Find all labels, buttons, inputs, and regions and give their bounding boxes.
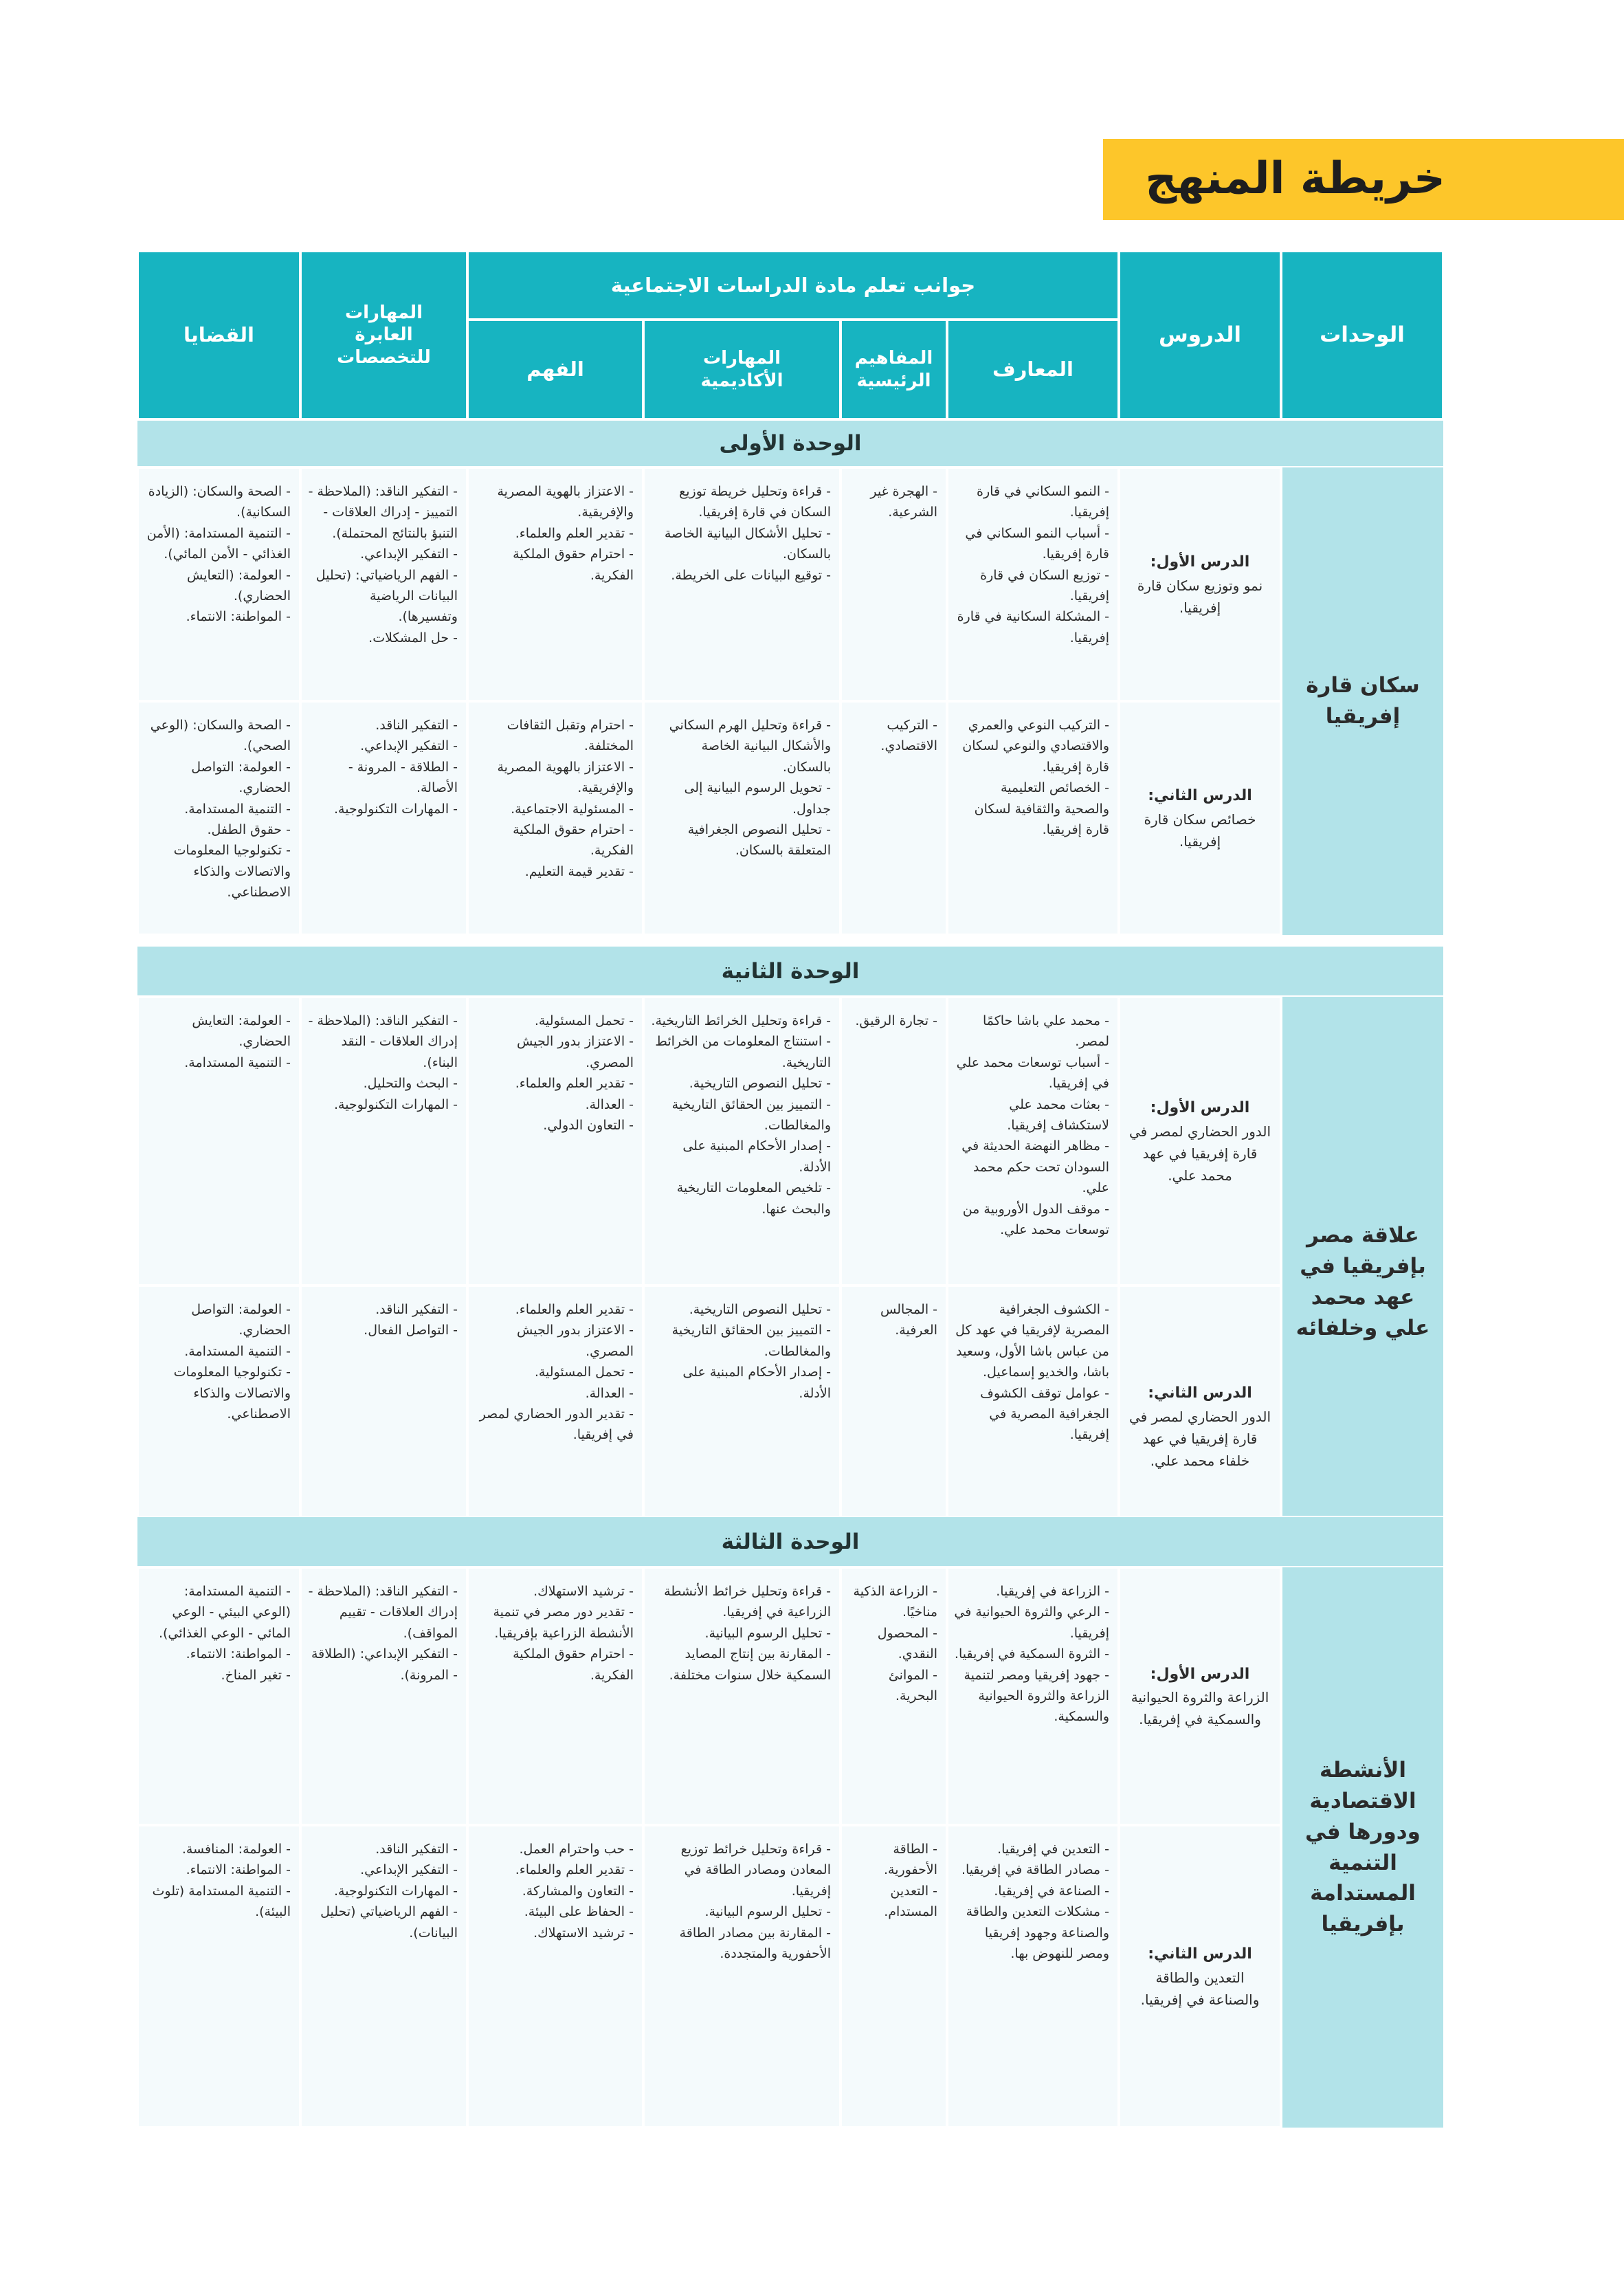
- knowledge-cell: [947, 1825, 1119, 2128]
- list-item: - قراءة وتحليل خرائط توزيع المعادن ومصادر الطاقة في إفريقيا.: [680, 1842, 831, 1899]
- list-item: - ترشيد الاستهلاك.: [533, 1584, 634, 1599]
- list-item: - تقدير العلم والعلماء.: [515, 525, 634, 541]
- list-item: - التنمية المستدامة.: [184, 1343, 291, 1359]
- understanding-cell: [467, 997, 643, 1285]
- concepts-cell: [841, 701, 947, 935]
- knowledge-cell: [947, 1567, 1119, 1825]
- list-item: - العولمة: التواصل الحضاري.: [191, 1302, 291, 1338]
- list-item: - العولمة: التعايش الحضاري.: [192, 1013, 291, 1050]
- list-item: - إصدار الأحكام المبنية على الأدلة.: [682, 1138, 831, 1175]
- lesson-desc: الدور الحضاري لمصر في قارة إفريقيا في عهد محمد علي.: [1128, 1123, 1271, 1184]
- lesson-title: الدرس الأول:: [1150, 1665, 1250, 1683]
- lesson-desc: خصائص سكان قارة إفريقيا.: [1144, 810, 1256, 850]
- list-item: - تلخيص المعلومات التاريخية والبحث عنها.: [676, 1180, 831, 1217]
- list-item: - التفكير الإبداعي.: [360, 547, 458, 562]
- transferable-skills-cell: [300, 1567, 467, 1825]
- page-title: خريطة المنهج: [1145, 153, 1445, 204]
- list-item: - التفكير الإبداعي: (الطلاقة - المرونة).: [311, 1646, 458, 1683]
- list-item: - التفكير الإبداعي.: [360, 738, 458, 754]
- list-item: - قراءة وتحليل الخرائط التاريخية.: [651, 1013, 831, 1028]
- list-item: - الطلاقة - المرونة - الأصالة.: [348, 759, 458, 796]
- academic-skills-cell: [643, 701, 841, 935]
- list-item: - تقدير العلم والعلماء.: [515, 1302, 634, 1317]
- list-item: - المشكلة السكانية في قارة إفريقيا.: [957, 609, 1109, 645]
- list-item: - العولمة: المنافسة.: [181, 1842, 291, 1857]
- list-item: - العدالة.: [585, 1096, 634, 1112]
- list-item: - تحمل المسئولية.: [534, 1013, 634, 1028]
- list-item: - الزراعة في إفريقيا.: [996, 1584, 1109, 1599]
- list-item: - الاعتزاز بدور الجيش المصري.: [517, 1034, 634, 1070]
- understanding-cell: [467, 1567, 643, 1825]
- unit-band: الوحدة الثانية: [137, 945, 1443, 997]
- lesson-cell: [1119, 1567, 1281, 1825]
- list-item: - تقدير دور مصر في تنمية الأنشطة الزراعية بإفريقيا.: [493, 1604, 634, 1641]
- list-item: - المجالس العرفية.: [880, 1302, 937, 1338]
- list-item: - الاعتزاز بدور الجيش المصري.: [517, 1323, 634, 1359]
- list-item: - تحمل المسئولية.: [534, 1365, 634, 1380]
- understanding-cell: [467, 701, 643, 935]
- list-item: - الكشوف الجغرافية المصرية لإفريقيا في عهد كل من عباس باشا الأول، وسعيد باشا، والخديو إسماعيل.: [955, 1302, 1109, 1380]
- list-item: - توقيع البيانات على الخريطة.: [671, 567, 831, 583]
- list-item: - احترام حقوق الملكية الفكرية.: [513, 821, 634, 859]
- lesson-title: الدرس الثاني:: [1148, 1945, 1252, 1963]
- concepts-cell: [841, 997, 947, 1285]
- list-item: - التنمية المستدامة: (الوعي البيئي - الوعي المائي - الوعي الغذائي).: [158, 1584, 291, 1641]
- list-item: - استنتاج المعلومات من الخرائط التاريخية.: [655, 1034, 831, 1070]
- list-item: - تحليل الأشكال البيانية الخاصة بالسكان.: [664, 525, 831, 562]
- list-item: - تقدير العلم والعلماء.: [515, 1076, 634, 1092]
- list-item: - المهارات التكنولوجية.: [333, 1096, 458, 1112]
- unit-name: سكان قارة إفريقيا: [1281, 467, 1443, 935]
- list-item: - الصناعة في إفريقيا.: [994, 1883, 1109, 1899]
- list-item: - حقوق الطفل.: [207, 821, 291, 837]
- list-item: - الزراعة الذكية مناخيًا.: [853, 1584, 937, 1620]
- list-item: - احترام حقوق الملكية الفكرية.: [513, 547, 634, 583]
- list-item: - المسئولية الاجتماعية.: [511, 801, 634, 817]
- list-item: - الاعتزاز بالهوية المصرية والإفريقية.: [497, 484, 634, 520]
- list-item: - المواطنة: الانتماء.: [186, 1646, 291, 1662]
- list-item: - قراءة وتحليل خريطة توزيع السكان في قارة إفريقيا.: [679, 484, 831, 520]
- header-understanding: الفهم: [467, 320, 643, 419]
- list-item: - إصدار الأحكام المبنية على الأدلة.: [682, 1365, 831, 1401]
- list-item: - التفكير الناقد: (الملاحظة - إدراك العلاقات - النقد البناء).: [308, 1013, 458, 1070]
- list-item: - موقف الدول الأوروبية من توسعات محمد علي.: [962, 1201, 1109, 1237]
- curriculum-map: [137, 251, 1443, 2134]
- header-academic-skills: المهارات الأكاديمية: [643, 320, 841, 419]
- list-item: - العولمة: (التعايش الحضاري).: [186, 567, 291, 604]
- list-item: - المحصول النقدي.: [877, 1625, 937, 1662]
- list-item: - تحليل النصوص الجغرافية المتعلقة بالسكان.: [687, 821, 831, 859]
- concepts-cell: [841, 1825, 947, 2128]
- list-item: - العولمة: التواصل الحضاري.: [191, 759, 291, 796]
- list-item: - التفكير الناقد.: [375, 1842, 458, 1857]
- knowledge-cell: [947, 997, 1119, 1285]
- transferable-skills-cell: [300, 701, 467, 935]
- list-item: - التفكير الناقد: (الملاحظة - التمييز - إدراك العلاقات - التنبؤ بالنتائج المحتملة).: [308, 484, 458, 541]
- list-item: - الثروة السمكية في إفريقيا.: [954, 1646, 1109, 1662]
- list-item: - تغير المناخ.: [221, 1667, 291, 1683]
- list-item: - احترام حقوق الملكية الفكرية.: [513, 1646, 634, 1683]
- lesson-title: الدرس الأول:: [1150, 1099, 1250, 1117]
- list-item: - تقدير العلم والعلماء.: [515, 1862, 634, 1878]
- list-item: - التفكير الناقد: (الملاحظة - إدراك العلاقات - تقييم المواقف).: [308, 1584, 458, 1641]
- list-item: - التعاون الدولي.: [543, 1117, 634, 1133]
- list-item: - حب واحترام العمل.: [519, 1842, 634, 1857]
- list-item: - المقارنة بين مصادر الطاقة الأحفورية والمتجددة.: [679, 1925, 831, 1961]
- list-item: - التنمية المستدامة.: [184, 1055, 291, 1070]
- concepts-cell: [841, 1567, 947, 1825]
- list-item: - التفكير الإبداعي.: [360, 1862, 458, 1878]
- list-item: - قراءة وتحليل خرائط الأنشطة الزراعية في إفريقيا.: [664, 1584, 831, 1620]
- list-item: - المقارنة بين إنتاج المصايد السمكية خلال سنوات مختلفة.: [669, 1646, 831, 1683]
- list-item: - ترشيد الاستهلاك.: [533, 1925, 634, 1941]
- list-item: - تجارة الرقيق.: [855, 1013, 937, 1028]
- list-item: - تحليل الرسوم البيانية.: [704, 1625, 831, 1641]
- lesson-desc: الزراعة والثروة الحيوانية والسمكية في إفريقيا.: [1131, 1689, 1269, 1728]
- unit-band: الوحدة الأولى: [137, 419, 1443, 467]
- list-item: - التعدين في إفريقيا.: [997, 1842, 1109, 1857]
- understanding-cell: [467, 467, 643, 701]
- list-item: - التنمية المستدامة.: [184, 801, 291, 817]
- header-concepts: المفاهيم الرئيسية: [841, 320, 947, 419]
- lesson-title: الدرس الثاني:: [1148, 1384, 1252, 1402]
- list-item: - التمييز بين الحقائق التاريخية والمغالطات.: [671, 1323, 831, 1359]
- list-item: - التنمية المستدامة (تلوث البيئة).: [152, 1883, 291, 1920]
- concepts-cell: [841, 467, 947, 701]
- list-item: - التعدين المستدام.: [884, 1883, 937, 1920]
- list-item: - الفهم الرياضياتي (تحليل البيانات).: [320, 1904, 458, 1941]
- list-item: - الصحة والسكان: (الوعي الصحي).: [150, 718, 291, 754]
- list-item: - الهجرة غير الشرعية.: [870, 484, 937, 520]
- list-item: - تحويل الرسوم البيانية إلى جداول.: [684, 780, 831, 817]
- header-aspects: جوانب تعلم مادة الدراسات الاجتماعية: [467, 251, 1119, 320]
- list-item: - تحليل النصوص التاريخية.: [689, 1076, 831, 1092]
- issues-cell: [137, 1567, 300, 1825]
- lesson-cell: [1119, 997, 1281, 1285]
- lesson-cell: [1119, 701, 1281, 935]
- list-item: - الخصائص التعليمية والصحية والثقافية لسكان قارة إفريقيا.: [974, 780, 1109, 837]
- issues-cell: [137, 701, 300, 935]
- lesson-title: الدرس الأول:: [1150, 553, 1250, 571]
- lesson-desc: الدور الحضاري لمصر في قارة إفريقيا في عهد خلفاء محمد علي.: [1128, 1408, 1271, 1469]
- list-item: - محمد علي باشا حاكمًا لمصر.: [982, 1013, 1109, 1050]
- unit-name: علاقة مصر بإفريقيا في عهد محمد علي وخلفائه: [1281, 997, 1443, 1567]
- list-item: - المواطنة: الانتماء.: [186, 609, 291, 625]
- list-item: - التواصل الفعال.: [364, 1323, 458, 1338]
- list-item: - جهود إفريقيا ومصر لتنمية الزراعة والثروة الحيوانية والسمكية.: [964, 1667, 1109, 1725]
- issues-cell: [137, 1825, 300, 2128]
- list-item: - التركيب الاقتصادي.: [880, 718, 937, 754]
- list-item: - التعاون والمشاركة.: [522, 1883, 634, 1899]
- unit-name: الأنشطة الاقتصادية ودورها في التنمية المستدامة بإفريقيا: [1281, 1567, 1443, 2128]
- lesson-title: الدرس الثاني:: [1148, 787, 1252, 805]
- list-item: - الحفاظ على البيئة.: [524, 1904, 634, 1920]
- list-item: - النمو السكاني في قارة إفريقيا.: [977, 484, 1109, 520]
- list-item: - تكنولوجيا المعلومات والاتصالات والذكاء الاصطناعي.: [173, 1365, 291, 1422]
- header-knowledge: المعارف: [947, 320, 1119, 419]
- header-lessons: الدروس: [1119, 251, 1281, 419]
- list-item: - تحليل الرسوم البيانية.: [704, 1904, 831, 1920]
- list-item: - احترام وتقبل الثقافات المختلفة.: [507, 718, 634, 754]
- list-item: - التفكير الناقد.: [375, 1302, 458, 1317]
- lesson-desc: نمو وتوزيع سكان قارة إفريقيا.: [1137, 577, 1263, 616]
- transferable-skills-cell: [300, 1825, 467, 2128]
- list-item: - الرعي والثروة الحيوانية في إفريقيا.: [954, 1604, 1109, 1641]
- list-item: - توزيع السكان في قارة إفريقيا.: [980, 567, 1109, 604]
- list-item: - أسباب توسعات محمد علي في إفريقيا.: [956, 1055, 1109, 1092]
- lesson-cell: [1119, 467, 1281, 701]
- list-item: - أسباب النمو السكاني في قارة إفريقيا.: [965, 525, 1109, 562]
- transferable-skills-cell: [300, 467, 467, 701]
- list-item: - بعثات محمد علي لاستكشاف إفريقيا.: [1007, 1096, 1109, 1133]
- issues-cell: [137, 467, 300, 701]
- academic-skills-cell: [643, 467, 841, 701]
- list-item: - قراءة وتحليل الهرم السكاني والأشكال البيانية الخاصة بالسكان.: [669, 718, 831, 775]
- header-transferable-skills: المهارات العابرة للتخصصات: [300, 251, 467, 419]
- list-item: - الطاقة الأحفورية.: [884, 1842, 937, 1878]
- list-item: - تحليل النصوص التاريخية.: [689, 1302, 831, 1317]
- list-item: - حل المشكلات.: [368, 630, 458, 645]
- lesson-cell: [1119, 1825, 1281, 2128]
- list-item: - التفكير الناقد.: [375, 718, 458, 733]
- list-item: - التركيب النوعي والعمري والاقتصادي والنوعي لسكان قارة إفريقيا.: [962, 718, 1109, 775]
- list-item: - العدالة.: [585, 1385, 634, 1401]
- transferable-skills-cell: [300, 997, 467, 1285]
- list-item: - المهارات التكنولوجية.: [333, 1883, 458, 1899]
- list-item: - مشكلات التعدين والطاقة والصناعة وجهود إفريقيا ومصر للنهوض بها.: [966, 1904, 1109, 1961]
- list-item: - البحث والتحليل.: [363, 1076, 458, 1092]
- list-item: - الموانئ البحرية.: [888, 1667, 937, 1703]
- knowledge-cell: [947, 467, 1119, 701]
- list-item: - الصحة والسكان: (الزيادة السكانية).: [148, 484, 291, 520]
- list-item: - الفهم الرياضياتي: (تحليل البيانات الرياضية وتفسيرها).: [315, 567, 458, 625]
- academic-skills-cell: [643, 1567, 841, 1825]
- header-units: الوحدات: [1281, 251, 1443, 419]
- academic-skills-cell: [643, 997, 841, 1285]
- list-item: - تقدير الدور الحضاري لمصر في إفريقيا.: [479, 1406, 634, 1443]
- list-item: - التنمية المستدامة: (الأمن الغذائي - الأمن المائي).: [146, 525, 291, 562]
- academic-skills-cell: [643, 1825, 841, 2128]
- understanding-cell: [467, 1825, 643, 2128]
- list-item: - المواطنة: الانتماء.: [186, 1862, 291, 1878]
- unit-band: الوحدة الثالثة: [137, 1516, 1443, 1567]
- list-item: - مصادر الطاقة في إفريقيا.: [961, 1862, 1109, 1878]
- list-item: - المهارات التكنولوجية.: [333, 801, 458, 817]
- list-item: - تكنولوجيا المعلومات والاتصالات والذكاء الاصطناعي.: [173, 843, 291, 901]
- list-item: - التمييز بين الحقائق التاريخية والمغالطات.: [671, 1096, 831, 1133]
- list-item: - عوامل توقف الكشوف الجغرافية المصرية في إفريقيا.: [980, 1385, 1109, 1443]
- knowledge-cell: [947, 701, 1119, 935]
- list-item: - مظاهر النهضة الحديثة في السودان تحت حكم محمد علي.: [961, 1138, 1109, 1196]
- lesson-desc: التعدين والطاقة والصناعة في إفريقيا.: [1140, 1969, 1260, 2008]
- issues-cell: [137, 997, 300, 1285]
- list-item: - تقدير قيمة التعليم.: [524, 863, 634, 879]
- list-item: - الاعتزاز بالهوية المصرية والإفريقية.: [497, 759, 634, 796]
- header-issues: القضايا: [137, 251, 300, 419]
